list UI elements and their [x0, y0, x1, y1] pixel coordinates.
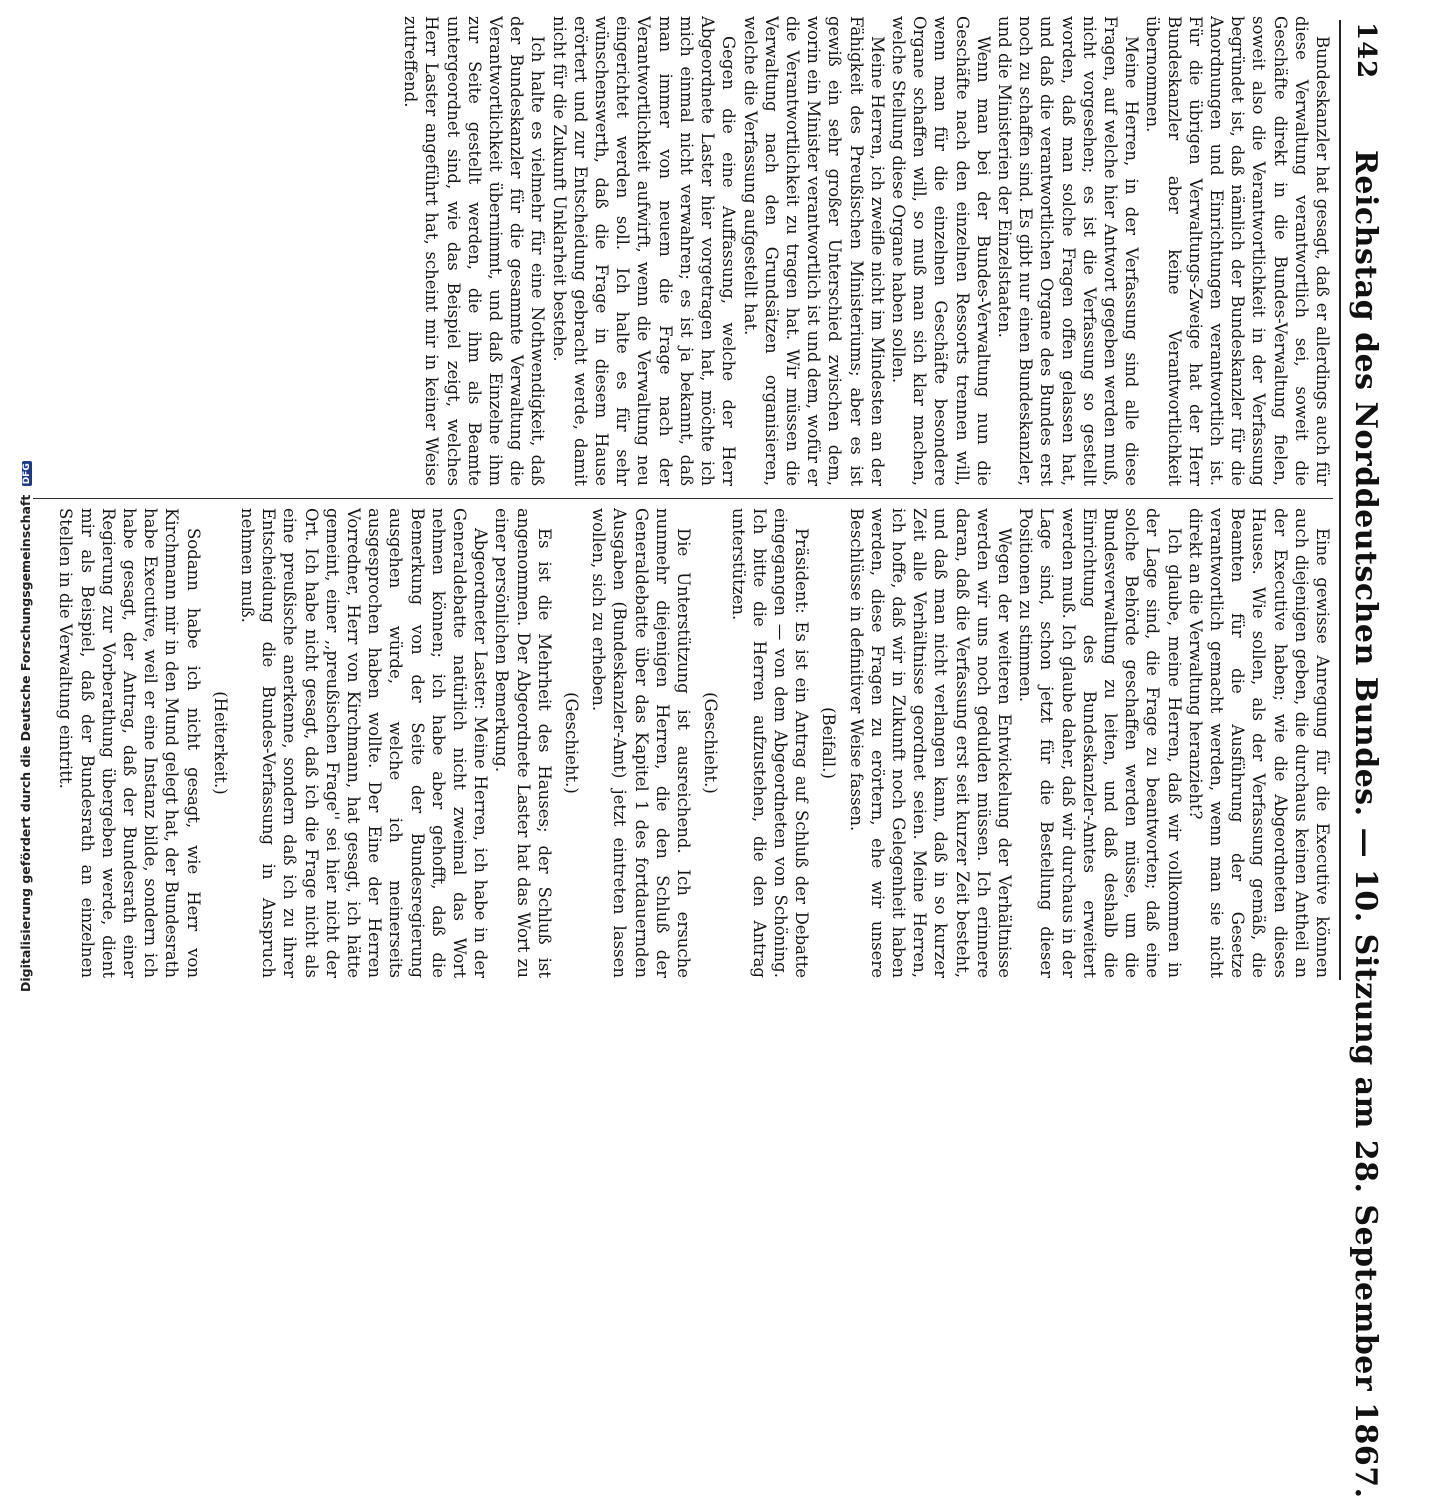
text-column-right [33, 508, 1333, 978]
stage-direction: (Beifall.) [819, 707, 839, 779]
stage-direction: (Geschieht.) [701, 692, 721, 794]
paragraph: Es ist die Mehrheit des Hauses; der Schluß ist angenommen. Der Abgeordnete Laster hat das Wort zu einer persönlichen Bemerkung. [492, 508, 554, 978]
paragraph: Wenn man bei der Bundes-Verwaltung nun die Geschäfte nach den einzelnen Ressorts trennen will, wenn man für die einzelnen Geschäfte besondere Organe schaffen will, so muß man sich klar machen, welche Stellung diese Organe haben sollen. [888, 16, 993, 486]
paragraph: Präsident: Es ist ein Antrag auf Schluß der Debatte eingegangen — von dem Abgeordneten von Schöning. Ich bitte die Herren aufzustehen, die den Antrag unterstützen. [728, 508, 812, 978]
stage-direction: (Geschieht.) [562, 692, 582, 794]
paragraph: Ich halte es vielmehr für eine Nothwendigkeit, daß der Bundeskanzler für die gesammte Verwaltung die Verantwortlichkeit übernimmt, und daß Einzelne ihm zur Seite gestellt werden, die ihm als Beamte untergeordnet sind, wie das Beispiel zeigt, welches Herr Laster angeführt hat, scheint mir in keiner Weise zutreffend. [401, 16, 548, 486]
column-divider [33, 498, 1333, 499]
paragraph: Meine Herren, in der Verfassung sind alle diese Fragen, auf welche hier Antwort gegeben werden muß, nicht vorgesehen; es ist die Verfassung so gestellt worden, daß man solche Fragen offen gelassen hat, und daß die verantwortlichen Organe des Bundes erst noch zu schaffen sind. Es gibt nur einen Bundeskanzler, und die Ministerien der Einzelstaaten. [994, 16, 1142, 486]
header-rule [1339, 20, 1341, 980]
paragraph: Bundeskanzler hat gesagt, daß er allerdings auch für diese Verwaltung verantwortlich sei, soweit die Geschäfte direkt in die Bundes-Verwaltung fielen, soweit also die Verantwortlichkeit in der Verfassung begründet ist, daß nämlich der Bundeskanzler für die Anordnungen und Einrichtungen verantwortlich ist. Für die übrigen Verwaltungs-Zweige hat der Herr Bundeskanzler aber keine Verantwortlichkeit übernommen. [1143, 16, 1332, 486]
paragraph: Abgeordneter Laster: Meine Herren, ich habe in der Generaldebatte natürlich nicht zweimal das Wort nehmen können; ich habe aber gehofft, daß die Bemerkung von der Seite der Bundesregierung ausgehen würde, welche ich meinerseits ausgesprochen haben wollte. Der Eine der Herren Vorredner, Herr von Kirchmann, hat gesagt, ich hätte gemeint, einer ,,preußischen Frage'' sei hier nicht der Ort. Ich habe nicht gesagt, daß ich die Frage nicht als eine preußische anerkenne, sondern daß ich zu ihrer Entscheidung die Bundes-Verfassung in Anspruch nehmen muß. [238, 508, 491, 978]
digitization-credit-text: Digitalisierung gefördert durch die Deutsche Forschungsgemeinschaft [18, 494, 33, 992]
stage-direction: (Heiterkeit.) [210, 691, 230, 795]
paragraph: Wegen der weiteren Entwickelung der Verhältnisse werden wir uns noch gedulden müssen. Ich erinnere daran, daß die Verfassung erst seit kurzer Zeit besteht, und daß man nicht verlangen kann, daß in so kurzer Zeit alle Verhältnisse geordnet seien. Meine Herren, ich hoffe, daß wir in Zukunft noch Gelegenheit haben werden, diese Fragen zu erörtern, ehe wir unsere Beschlüsse in definitiver Weise fassen. [846, 508, 1014, 978]
paragraph: Die Unterstützung ist ausreichend. Ich ersuche nunmehr diejenigen Herren, die den Schluß der Generaldebatte über das Kapitel 1 des fortdauernden Ausgaben (Bundeskanzler-Amt) jetzt eintreten lassen wollen, sich zu erheben. [589, 508, 694, 978]
running-title: Reichstag des Norddeutschen Bundes. — 10. Sitzung am 28. September 1867. [1348, 150, 1383, 1499]
paragraph: Meine Herren, ich zweifle nicht im Mindesten an der Fähigkeit des Preußischen Ministeriums; aber es ist gewiß ein sehr großer Unterschied zwischen dem, worin ein Minister verantwortlich ist und dem, wofür er die Verantwortlichkeit zu tragen hat. Wir müssen die Verwaltung nach den Grundsätzen organisieren, welche die Verfassung aufgestellt hat. [740, 16, 887, 486]
digitization-credit [18, 461, 33, 992]
page-number: 142 [1351, 22, 1381, 80]
dfg-logo-icon: DFG [21, 463, 32, 485]
paragraph: Ich glaube, meine Herren, daß wir vollkommen in der Lage sind, die Frage zu beantworten; daß eine solche Behörde geschaffen werden müsse, um die Bundesverwaltung zu leiten, und daß deshalb die Einrichtung des Bundeskanzler-Amtes erweitert werden muß. Ich glaube daher, daß wir durchaus in der Lage sind, schon jetzt für die Bestellung dieser Positionen zu stimmen. [1016, 508, 1184, 978]
paragraph: Gegen die eine Auffassung, welche der Herr Abgeordnete Laster hier vorgetragen hat, möchte ich mich einmal nicht verwahren; es ist ja bekannt, daß man immer von neuem die Frage nach der Verantwortlichkeit aufwirft, wenn die Verwaltung neu eingerichtet werden soll. Ich halte es für sehr wünschenswerth, daß die Frage in diesem Hause erörtert und zur Entscheidung gebracht werde, damit nicht für die Zukunft Unklarheit bestehe. [549, 16, 739, 486]
paragraph: Sodann habe ich nicht gesagt, wie Herr von Kirchmann mir in den Mund gelegt hat, der Bundesrath habe Executive, weil er eine Instanz bilde, sondern ich habe gesagt, der Antrag, daß der Bundesrath einer Regierung zur Vorberathung übergeben werde, dient mir als Beispiel, daß der Bundesrath an einzelnen Stellen in die Verwaltung eintritt. [56, 508, 203, 978]
text-column-left [33, 16, 1333, 486]
paragraph: Eine gewisse Anregung für die Executive können auch diejenigen geben, die durchaus keinen Antheil an der Executive haben; wie die Abgeordneten dieses Hauses. Wie sollen, als der Verfassung gemäß, die Beamten für die Ausführung der Gesetze verantwortlich gemacht werden, wenn man sie nicht direkt an die Verwaltung heranzieht? [1185, 508, 1332, 978]
